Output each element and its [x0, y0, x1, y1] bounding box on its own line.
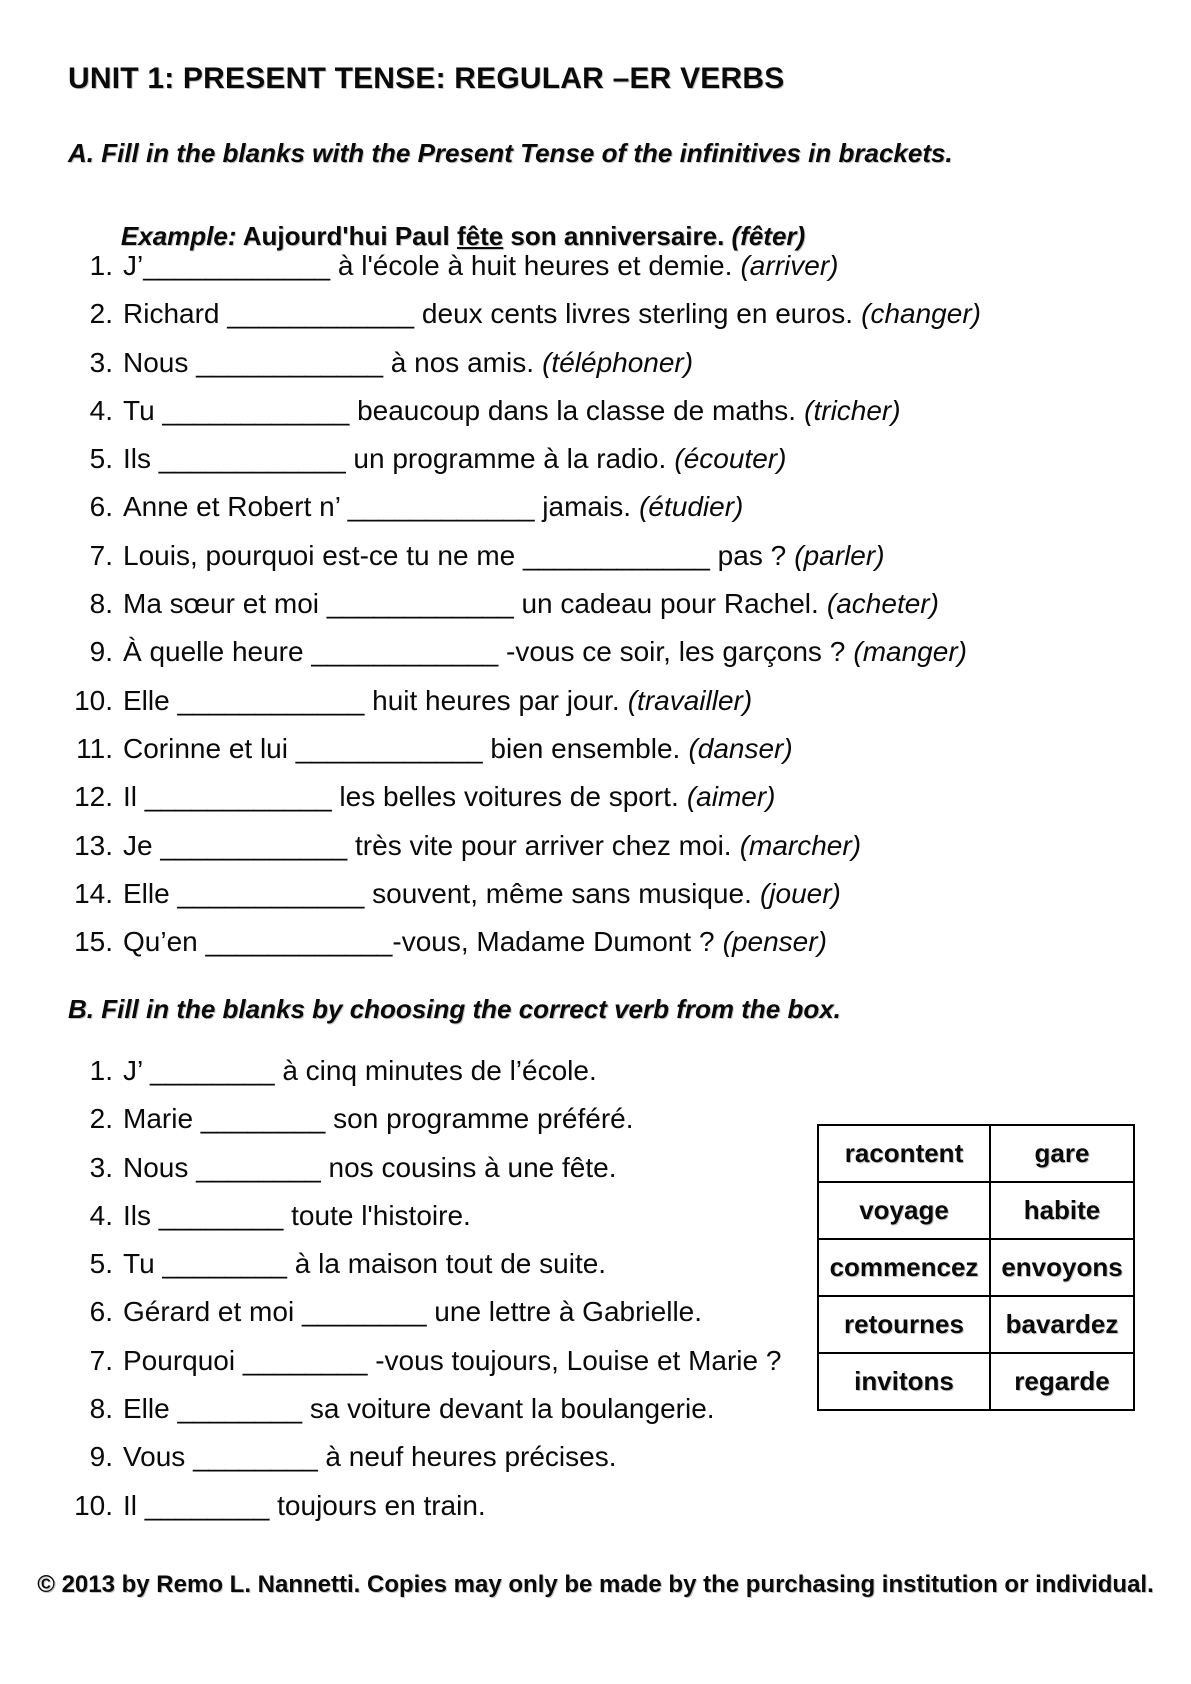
item-text-post: à cinq minutes de l’école. [274, 1055, 597, 1086]
infinitive-hint: (arriver) [740, 250, 839, 281]
item-text [123, 250, 838, 281]
item-text-post: toute l'histoire. [283, 1199, 471, 1231]
section-b-heading: B. Fill in the blanks by choosing the correct verb from the box. [68, 994, 841, 1024]
item-number: 3. [89, 346, 113, 378]
item-text-pre: Tu [123, 1248, 163, 1280]
item-number: 1. [89, 250, 113, 281]
answer-blank: ____________ [196, 346, 384, 378]
verb-option: retournes [818, 1296, 990, 1353]
answer-blank: ____________ [205, 926, 393, 958]
verb-option: invitons [818, 1353, 990, 1410]
item-number: 7. [89, 539, 113, 571]
exercise-item [0, 628, 1191, 676]
exercise-item [0, 725, 1191, 773]
item-text-pre: Qu’en [123, 926, 206, 958]
answer-blank: ____________ [227, 298, 415, 330]
exercise-item [0, 339, 1191, 387]
word-box-row [818, 1296, 1134, 1353]
exercise-item [0, 773, 1191, 821]
exercise-item [0, 580, 1191, 628]
item-text-pre: Ils [123, 1199, 159, 1231]
answer-blank: ____________ [326, 588, 514, 620]
item-text-pre: Tu [123, 394, 163, 426]
item-number: 12. [74, 781, 113, 813]
item-text [123, 733, 793, 764]
item-text [123, 1393, 715, 1424]
example-infinitive: (fêter) [731, 221, 806, 251]
item-text [123, 1441, 616, 1472]
item-text-pre: Ils [123, 443, 159, 475]
exercise-item [0, 242, 1191, 290]
item-text [123, 347, 693, 378]
item-text [123, 830, 861, 861]
answer-blank: ________ [162, 1248, 287, 1280]
item-number: 5. [89, 1248, 113, 1280]
item-number: 11. [76, 732, 113, 764]
infinitive-hint: (tricher) [804, 394, 901, 426]
verb-option: gare [990, 1125, 1134, 1182]
item-text-post: toujours en train. [269, 1489, 486, 1521]
item-text-post: -vous, Madame Dumont ? [392, 926, 715, 958]
item-text [123, 395, 901, 426]
infinitive-hint: (penser) [722, 926, 827, 958]
copyright-footer: © 2013 by Remo L. Nannetti. Copies may only be made by the purchasing institution or individual. [37, 1571, 1154, 1598]
item-text-post: sa voiture devant la boulangerie. [302, 1393, 715, 1425]
section-a-list [0, 242, 1191, 966]
verb-option: voyage [818, 1182, 990, 1239]
answer-blank: ________ [200, 1103, 326, 1135]
item-text-post: bien ensemble. [482, 732, 681, 764]
exercise-item [0, 1482, 1191, 1530]
item-text-pre: À quelle heure [123, 636, 312, 668]
item-number: 4. [89, 394, 113, 426]
verb-option: bavardez [990, 1296, 1134, 1353]
page-title: UNIT 1: PRESENT TENSE: REGULAR –ER VERBS [68, 62, 785, 95]
item-text [123, 540, 885, 571]
item-number: 1. [89, 1055, 113, 1086]
item-text-post: un programme à la radio. [345, 443, 667, 475]
infinitive-hint: (aimer) [686, 781, 776, 813]
item-text-post: les belles voitures de sport. [331, 781, 679, 813]
verb-option: regarde [990, 1353, 1134, 1410]
exercise-item [0, 1047, 1191, 1095]
item-text [123, 926, 827, 957]
item-text-pre: J’ [123, 1055, 150, 1086]
answer-blank: ________ [144, 1489, 270, 1521]
item-text-post: une lettre à Gabrielle. [426, 1296, 703, 1328]
answer-blank: ____________ [177, 877, 365, 909]
item-text [123, 443, 786, 474]
item-text [123, 1345, 781, 1376]
answer-blank: ________ [193, 1441, 318, 1473]
item-text-pre: Je [123, 829, 161, 861]
infinitive-hint: (écouter) [674, 443, 787, 475]
item-text-pre: Elle [123, 877, 178, 909]
infinitive-hint: (jouer) [759, 877, 841, 909]
item-text [123, 685, 752, 716]
verb-option: commencez [818, 1239, 990, 1296]
item-text-pre: J’ [123, 250, 144, 281]
exercise-item [0, 532, 1191, 580]
exercise-item [0, 483, 1191, 531]
infinitive-hint: (manger) [853, 636, 967, 668]
example-answer: fête [456, 221, 504, 251]
item-text-post: -vous toujours, Louise et Marie ? [367, 1344, 782, 1376]
item-text [123, 1103, 634, 1134]
exercise-item [0, 435, 1191, 483]
item-text-post: à nos amis. [383, 346, 534, 378]
item-number: 8. [89, 1393, 113, 1425]
infinitive-hint: (marcher) [739, 829, 862, 861]
item-text-pre: Vous [123, 1441, 194, 1473]
item-text-pre: Gérard et moi [123, 1296, 302, 1328]
item-text-pre: Pourquoi [123, 1344, 243, 1376]
answer-blank: ________ [158, 1199, 284, 1231]
answer-blank: ________ [301, 1296, 427, 1328]
item-text-pre: Nous [123, 1151, 197, 1183]
answer-blank: ____________ [158, 443, 346, 475]
item-number: 8. [89, 588, 113, 620]
item-text-pre: Elle [123, 1393, 178, 1425]
exercise-item [0, 822, 1191, 870]
item-number: 6. [89, 1296, 113, 1328]
item-number: 10. [74, 1489, 113, 1521]
item-text-post: un cadeau pour Rachel. [513, 588, 819, 620]
answer-blank: ____________ [311, 636, 499, 668]
example-text-pre: Aujourd'hui Paul [236, 221, 457, 251]
exercise-item [0, 677, 1191, 725]
item-text-post: son programme préféré. [325, 1103, 634, 1135]
item-text [123, 878, 841, 909]
word-box-row [818, 1125, 1134, 1182]
item-text [123, 298, 981, 329]
item-number: 14. [74, 877, 113, 909]
item-text [123, 1152, 616, 1183]
item-number: 5. [89, 443, 113, 475]
item-text [123, 1490, 486, 1521]
answer-blank: ________ [196, 1151, 321, 1183]
item-text-pre: Elle [123, 684, 178, 716]
infinitive-hint: (changer) [861, 298, 981, 330]
item-text-pre: Richard [123, 298, 228, 330]
infinitive-hint: (téléphoner) [542, 346, 694, 378]
answer-blank: ____________ [160, 829, 348, 861]
item-text-post: jamais. [534, 491, 631, 523]
item-number: 9. [89, 636, 113, 668]
item-text-post: nos cousins à une fête. [320, 1151, 617, 1183]
item-text-pre: Anne et Robert n’ [123, 491, 348, 523]
answer-blank: ____________ [177, 684, 365, 716]
answer-blank: ____________ [295, 732, 483, 764]
item-text-pre: Corinne et lui [123, 732, 296, 764]
answer-blank: ____________ [144, 781, 332, 813]
exercise-item [0, 387, 1191, 435]
exercise-item [0, 290, 1191, 338]
answer-blank: ________ [177, 1393, 303, 1425]
answer-blank: ____________ [347, 491, 535, 523]
answer-blank: ____________ [143, 250, 331, 281]
item-number: 7. [89, 1344, 113, 1376]
item-number: 2. [89, 1103, 113, 1135]
item-text-pre: Ma sœur et moi [123, 588, 327, 620]
verb-word-box [817, 1124, 1135, 1411]
item-text-post: à l'école à huit heures et demie. [330, 250, 733, 281]
exercise-item [0, 870, 1191, 918]
item-text [123, 1296, 702, 1327]
item-text-post: à la maison tout de suite. [287, 1248, 607, 1280]
section-a-heading: A. Fill in the blanks with the Present Tense of the infinitives in brackets. [68, 138, 953, 168]
item-number: 6. [89, 491, 113, 523]
item-text-post: -vous ce soir, les garçons ? [498, 636, 846, 668]
infinitive-hint: (danser) [688, 732, 793, 764]
verb-option: habite [990, 1182, 1134, 1239]
item-text-post: pas ? [709, 539, 787, 571]
item-number: 3. [89, 1151, 113, 1183]
example-text-post: son anniversaire. [503, 221, 732, 251]
exercise-item [0, 1433, 1191, 1481]
item-text-pre: Nous [123, 346, 197, 378]
answer-blank: ________ [242, 1344, 368, 1376]
word-box-row [818, 1353, 1134, 1410]
item-text-pre: Louis, pourquoi est-ce tu ne me [123, 539, 524, 571]
item-number: 9. [89, 1441, 113, 1473]
answer-blank: ________ [149, 1055, 275, 1086]
item-text-pre: Il [123, 1489, 145, 1521]
item-text-pre: Marie [123, 1103, 201, 1135]
word-box-row [818, 1182, 1134, 1239]
item-text-post: huit heures par jour. [364, 684, 620, 716]
item-text [123, 1248, 606, 1279]
infinitive-hint: (parler) [794, 539, 885, 571]
item-number: 4. [89, 1199, 113, 1231]
verb-option: envoyons [990, 1239, 1134, 1296]
item-text [123, 1200, 471, 1231]
item-text [123, 1055, 597, 1086]
item-number: 2. [89, 298, 113, 330]
item-number: 10. [74, 684, 113, 716]
infinitive-hint: (acheter) [826, 588, 939, 620]
item-text [123, 491, 743, 522]
item-text-post: très vite pour arriver chez moi. [347, 829, 732, 861]
item-text [123, 588, 939, 619]
item-text-post: deux cents livres sterling en euros. [414, 298, 854, 330]
answer-blank: ____________ [523, 539, 710, 571]
item-text-post: souvent, même sans musique. [364, 877, 752, 909]
item-text-post: à neuf heures précises. [317, 1441, 617, 1473]
item-text-post: beaucoup dans la classe de maths. [349, 394, 797, 426]
verb-option: racontent [818, 1125, 990, 1182]
example-label: Example: [120, 221, 237, 251]
item-text-pre: Il [123, 781, 145, 813]
word-box-row [818, 1239, 1134, 1296]
item-text [123, 636, 967, 667]
answer-blank: ____________ [162, 394, 350, 426]
exercise-item [0, 918, 1191, 966]
item-number: 13. [74, 829, 113, 861]
item-text [123, 781, 776, 812]
infinitive-hint: (travailler) [627, 684, 753, 716]
item-number: 15. [74, 926, 113, 958]
infinitive-hint: (étudier) [639, 491, 744, 523]
